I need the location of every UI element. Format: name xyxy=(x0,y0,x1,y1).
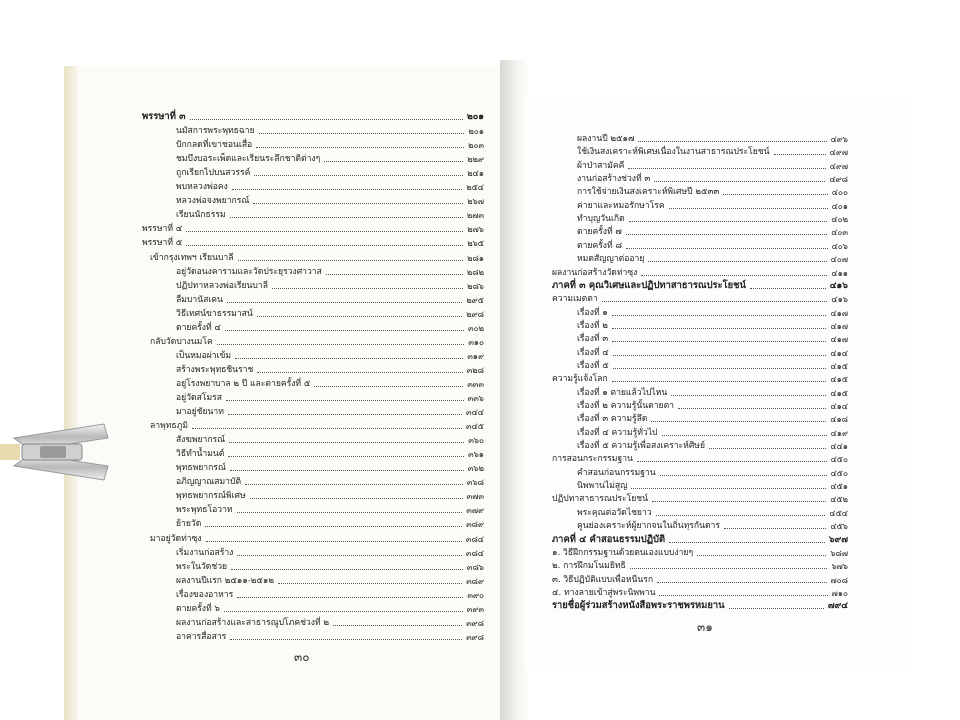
toc-entry xyxy=(176,351,484,361)
dot-leader xyxy=(250,498,463,499)
toc-entry xyxy=(176,126,484,136)
dot-leader xyxy=(654,181,825,182)
toc-entry-title: พระในวัดช่วย xyxy=(176,561,228,572)
toc-entry-page: ๓๘๔ xyxy=(465,547,484,558)
toc-entry xyxy=(577,388,848,398)
toc-entry-page: ๔๑๗ xyxy=(830,334,848,345)
toc-entry-page: ๓๘๙ xyxy=(466,575,484,586)
toc-entry-page: ๔๑๖ xyxy=(831,294,848,305)
toc-entry-page: ๔๑๔ xyxy=(830,401,848,411)
dot-leader xyxy=(774,154,826,155)
toc-entry-title: อภิญญาณสมาบัติ xyxy=(176,477,242,488)
toc-entry-title: พระคุณต่อวัดไชยาว xyxy=(577,507,652,518)
toc-entry-page: ๔๙๗ xyxy=(829,160,848,171)
dot-leader xyxy=(235,358,463,359)
toc-entry-title: ลืมบานัสเคน xyxy=(176,294,223,305)
toc-entry-title: วิธีทำน้ำมนต์ xyxy=(176,449,225,460)
toc-entry xyxy=(176,477,484,487)
toc-entry-title: ภาคที่ ๔ คำสอนธรรมปฏิบัติ xyxy=(552,533,666,545)
toc-entry-title: อยู่โรงพยาบาล ๒ ปี และตายครั้งที่ ๕ xyxy=(176,378,311,389)
toc-entry-title: กลับวัดบางนมโค xyxy=(150,336,213,347)
toc-entry-title: ภาคที่ ๓ คุณวิเศษและปฏิปทาสาธารณประโยชน์ xyxy=(552,279,746,291)
toc-entry xyxy=(552,268,848,278)
toc-entry-title: ตายครั้งที่ ๔ xyxy=(176,322,221,333)
dot-leader xyxy=(254,175,463,176)
toc-entry-page: ๔๑๖ xyxy=(829,280,848,291)
toc-entry xyxy=(552,535,848,545)
dot-leader xyxy=(257,316,462,317)
dot-leader xyxy=(229,442,464,443)
toc-entry-title: เรื่องที่ ๓ ความรู้ลึด xyxy=(577,414,648,425)
toc-entry-title: มาอยู่วัดท่าซุง xyxy=(150,533,202,544)
toc-entry xyxy=(176,449,484,459)
dot-leader xyxy=(186,231,463,232)
toc-entry-title: อยู่วัดสโมรส xyxy=(176,393,222,403)
toc-entry-page: ๓๗๙ xyxy=(466,505,484,516)
dot-leader xyxy=(750,288,826,289)
dot-leader xyxy=(333,625,462,626)
toc-entry-page: ๓๒๘ xyxy=(466,364,484,375)
dot-leader xyxy=(697,555,826,556)
toc-entry xyxy=(552,561,848,571)
dot-leader xyxy=(326,274,463,275)
toc-entry-title: ความรู้แจ้งโลก xyxy=(552,374,608,385)
dot-leader xyxy=(278,583,462,584)
toc-entry-page: ๔๑๕ xyxy=(830,374,848,385)
dot-leader xyxy=(613,355,827,356)
dot-leader xyxy=(662,435,827,436)
toc-entry-page: ๓๘๖ xyxy=(466,561,484,572)
dot-leader xyxy=(245,484,463,485)
toc-entry-page: ๗๙๔ xyxy=(827,601,848,612)
toc-entry xyxy=(552,575,848,585)
dot-leader xyxy=(230,470,464,471)
toc-entry-page: ๔๔๑ xyxy=(830,441,848,452)
toc-entry-title: หมดสัญญาต่ออายุ xyxy=(577,254,645,265)
toc-entry-page: ๔๐๓ xyxy=(831,227,848,238)
dot-leader xyxy=(237,555,462,556)
right-page-number: ๓๑ xyxy=(697,620,713,634)
toc-entry xyxy=(577,361,848,371)
dot-leader xyxy=(612,341,826,342)
toc-entry-page: ๖๗๖ xyxy=(831,561,848,572)
toc-entry-page: ๔๑๕ xyxy=(830,387,848,398)
toc-entry-title: พุทธพยากรณ์ xyxy=(176,463,226,474)
toc-entry-title: สังฆพยากรณ์ xyxy=(176,435,226,446)
toc-entry xyxy=(176,491,484,501)
toc-entry-page: ๒๐๓ xyxy=(468,140,484,151)
toc-entry-page: ๒๗๓ xyxy=(466,210,484,221)
toc-entry-title: เรื่องที่ ๓ xyxy=(577,334,609,345)
dot-leader xyxy=(628,168,825,169)
toc-entry xyxy=(176,435,484,445)
toc-entry-page: ๒๒๙ xyxy=(467,154,484,165)
toc-entry xyxy=(176,590,484,600)
toc-entry-title: เรื่องของอาหาร xyxy=(176,589,234,600)
toc-entry-page: ๔๕๒ xyxy=(830,494,848,505)
dot-leader xyxy=(226,400,464,401)
toc-entry-page: ๔๑๙ xyxy=(830,427,848,438)
toc-entry-title: เรื่องที่ ๔ ความรู้ทั่วไป xyxy=(577,427,658,438)
toc-entry xyxy=(142,224,484,234)
toc-entry-title: ๔. ทางลายเข้าสู่พระนิพพาน xyxy=(552,587,656,598)
dot-leader xyxy=(206,541,462,542)
toc-entry-title: ผลงานปี ๒๕๑๗ xyxy=(577,134,635,144)
dot-leader xyxy=(259,133,465,134)
toc-entry-page: ๓๙๘ xyxy=(466,617,484,628)
dot-leader xyxy=(602,301,828,302)
toc-entry-page: ๒๐๑ xyxy=(468,126,484,137)
toc-entry-page: ๒๐๑ xyxy=(466,112,484,122)
toc-entry xyxy=(176,309,484,319)
toc-entry-page: ๖๙๗ xyxy=(828,534,848,545)
toc-entry xyxy=(577,227,848,237)
dot-leader xyxy=(192,428,462,429)
dot-leader xyxy=(631,488,826,489)
toc-entry-page: ๒๗๖ xyxy=(467,224,484,235)
toc-entry xyxy=(150,534,484,544)
toc-entry-page: ๔๕๔ xyxy=(829,507,848,518)
toc-entry xyxy=(176,548,484,558)
toc-entry-page: ๒๘๖ xyxy=(467,280,484,291)
toc-entry xyxy=(176,323,484,333)
toc-entry-page: ๒๖๕ xyxy=(467,238,484,249)
toc-entry xyxy=(552,548,848,558)
toc-entry-page: ๓๖๐ xyxy=(468,435,484,446)
dot-leader xyxy=(613,368,827,369)
toc-entry-page: ๔๐๖ xyxy=(831,240,848,251)
dot-leader xyxy=(324,161,463,162)
toc-entry-title: เรียนนักธรรม xyxy=(176,210,226,221)
toc-entry xyxy=(577,401,848,411)
dot-leader xyxy=(648,261,826,262)
toc-entry xyxy=(176,562,484,572)
toc-entry-title: ย้ายวัด xyxy=(176,519,202,530)
toc-entry-page: ๓๓๓ xyxy=(467,378,484,389)
dot-leader xyxy=(190,119,463,120)
toc-entry-page: ๒๙๘ xyxy=(466,308,484,319)
toc-entry-page: ๔๙๘ xyxy=(829,174,848,185)
dot-leader xyxy=(626,248,828,249)
toc-entry-page: ๔๕๐ xyxy=(830,467,848,478)
toc-entry xyxy=(176,505,484,515)
toc-entry-title: อยู่วัดอนงคารามและวัดประยุรวงศาวาส xyxy=(176,266,322,277)
toc-entry xyxy=(577,441,848,451)
dot-leader xyxy=(228,456,464,457)
toc-entry xyxy=(577,414,848,424)
toc-entry-title: ๑. วิธีฝึกกรรมฐานด้วยตนเองแบบง่ายๆ xyxy=(552,547,694,558)
binder-clip-icon xyxy=(0,416,120,490)
dot-leader xyxy=(238,260,464,261)
dot-leader xyxy=(186,245,463,246)
toc-entry xyxy=(577,508,848,518)
toc-entry xyxy=(577,428,848,438)
toc-entry-page: ๓๑๐ xyxy=(468,336,484,347)
toc-entry-page: ๓๘๔ xyxy=(465,533,484,544)
toc-entry-title: สร้างพระพุทธชินราช xyxy=(176,364,254,375)
toc-entry-title: หลวงพ่อจงพยากรณ์ xyxy=(176,196,250,207)
dot-leader xyxy=(237,597,463,598)
toc-entry-title: คูนย่องเคราะห์ผู้ยากจนในถิ่นทุรกันดาร xyxy=(577,521,720,532)
toc-entry-title: เรื่องที่ ๒ ความรู้นั้นตายตา xyxy=(577,401,674,411)
toc-entry xyxy=(552,294,848,304)
toc-entry-page: ๓๖๘ xyxy=(466,477,484,488)
dot-leader xyxy=(314,386,463,387)
toc-entry-title: งานก่อสร้างช่วงที่ ๓ xyxy=(577,174,651,185)
dot-leader xyxy=(217,344,464,345)
dot-leader xyxy=(724,528,826,529)
toc-entry-title: พรรษาที่ ๓ xyxy=(142,111,186,122)
toc-entry-page: ๓๐๒ xyxy=(468,322,484,333)
toc-entry-page: ๓๔๕ xyxy=(466,421,484,432)
toc-entry-page: ๓๙๘ xyxy=(466,631,484,642)
toc-entry-title: ตายครั้งที่ ๖ xyxy=(176,603,220,614)
toc-entry xyxy=(150,337,484,347)
dot-leader xyxy=(657,582,826,583)
toc-entry-page: ๓๑๙ xyxy=(467,350,484,361)
toc-entry-title: ชมบึงบอระเพ็ดและเรียนระลึกชาติต่างๆ xyxy=(176,154,321,165)
toc-entry-page: ๔๕๖ xyxy=(830,521,848,532)
toc-entry-title: เรื่องที่ ๑ xyxy=(577,307,608,318)
toc-entry xyxy=(176,393,484,403)
toc-entry-page: ๓๓๖ xyxy=(467,393,484,403)
toc-entry xyxy=(577,134,848,144)
toc-entry-title: นมัสการพระพุทธฉาย xyxy=(176,126,255,137)
toc-entry-page: ๔๙๗ xyxy=(829,147,848,158)
toc-entry xyxy=(552,281,848,291)
toc-entry-title: พระพุทธโอวาท xyxy=(176,505,233,516)
toc-entry-title: เริ่มงานก่อสร้าง xyxy=(176,547,234,558)
dot-leader xyxy=(651,421,826,422)
toc-entry xyxy=(176,519,484,529)
toc-entry-title: ค่ายาและหมอรักษาโรค xyxy=(577,200,665,211)
toc-entry-page: ๔๑๔ xyxy=(830,347,848,358)
toc-entry-page: ๔๑๗ xyxy=(830,320,848,331)
toc-entry-page: ๓๘๙ xyxy=(466,519,484,530)
toc-entry-page: ๓๙๓ xyxy=(466,603,484,614)
toc-entry-title: ตายครั้งที่ ๘ xyxy=(577,240,623,251)
toc-entry-page: ๔๑๘ xyxy=(830,414,848,425)
toc-entry xyxy=(577,241,848,251)
toc-entry-title: มาอยู่ชัยนาท xyxy=(176,407,224,418)
toc-entry xyxy=(552,494,848,504)
toc-entry-page: ๔๑๑ xyxy=(831,267,848,278)
dot-leader xyxy=(660,475,827,476)
toc-entry-page: ๒๔๑ xyxy=(467,168,484,179)
dot-leader xyxy=(230,217,463,218)
toc-entry-page: ๓๖๒ xyxy=(467,463,484,474)
toc-entry xyxy=(577,174,848,184)
toc-entry xyxy=(577,481,848,491)
dot-leader xyxy=(225,330,464,331)
dot-leader xyxy=(626,234,827,235)
dot-leader xyxy=(232,189,462,190)
toc-entry-title: ผลงานก่อสร้างวัดท่าซุง xyxy=(552,267,638,278)
toc-entry xyxy=(176,463,484,473)
dot-leader xyxy=(237,512,463,513)
toc-entry xyxy=(577,214,848,224)
toc-entry xyxy=(577,334,848,344)
toc-entry xyxy=(176,168,484,178)
toc-entry-title: นิพพานไม่สูญ xyxy=(577,481,628,492)
toc-entry xyxy=(150,421,484,431)
toc-entry xyxy=(176,618,484,628)
toc-entry-title: ใช้เงินสงเคราะห์พิเศษเนื่องในงานสาธารณประโยชน์ xyxy=(577,147,770,158)
toc-entry xyxy=(176,604,484,614)
toc-entry xyxy=(176,154,484,164)
dot-leader xyxy=(629,221,828,222)
dot-leader xyxy=(637,461,827,462)
toc-entry xyxy=(176,632,484,642)
toc-entry xyxy=(577,161,848,171)
dot-leader xyxy=(227,302,463,303)
toc-entry xyxy=(150,253,484,263)
toc-entry-title: การสอนกระกรรมฐาน xyxy=(552,454,633,465)
toc-entry-page: ๖๘๗ xyxy=(830,547,848,558)
toc-entry xyxy=(552,601,848,611)
dot-leader xyxy=(272,288,463,289)
dot-leader xyxy=(652,501,826,502)
toc-entry xyxy=(176,267,484,277)
toc-entry-title: ตายครั้งที่ ๗ xyxy=(577,227,622,238)
toc-entry-page: ๒๖๗ xyxy=(467,196,484,207)
dot-leader xyxy=(257,372,462,373)
toc-entry-page: ๔๐๗ xyxy=(830,254,848,265)
toc-entry-title: ผลงานปีแรก ๒๕๑๑-๒๕๑๒ xyxy=(176,575,275,586)
toc-entry-title: ๓. วิธีปฏิบัติแบบเพื่อหนีนรก xyxy=(552,574,654,585)
toc-entry-page: ๔๑๕ xyxy=(830,360,848,371)
dot-leader xyxy=(709,448,826,449)
toc-entry-title: เรื่องที่ ๒ xyxy=(577,320,608,331)
toc-entry xyxy=(176,182,484,192)
toc-entry xyxy=(552,454,848,464)
dot-leader xyxy=(723,194,828,195)
toc-entry-page: ๓๗๓ xyxy=(466,491,484,502)
toc-entry-title: คำสอนก่อนกรรมฐาน xyxy=(577,467,656,478)
toc-entry-title: รายชื่อผู้ร่วมสร้างหนังสือพระราชพรหมยาน xyxy=(552,600,725,612)
toc-entry-title: เรื่องที่ ๔ xyxy=(577,347,609,358)
toc-entry xyxy=(577,348,848,358)
toc-entry-page: ๓๔๔ xyxy=(466,407,484,418)
dot-leader xyxy=(669,542,825,543)
dot-leader xyxy=(630,568,828,569)
toc-entry xyxy=(142,238,484,248)
dot-leader xyxy=(612,381,827,382)
toc-entry-title: พุทธพยากรณ์พิเศษ xyxy=(176,491,246,502)
toc-entry-page: ๓๙๐ xyxy=(467,589,484,600)
toc-entry xyxy=(176,379,484,389)
toc-entry-page: ๔๐๑ xyxy=(831,200,848,211)
toc-entry-page: ๗๐๘ xyxy=(830,574,848,585)
dot-leader xyxy=(224,611,463,612)
toc-entry-title: เรื่องที่ ๕ xyxy=(577,360,609,371)
toc-entry-title: พรรษาที่ ๕ xyxy=(142,238,183,249)
toc-entry xyxy=(577,321,848,331)
dot-leader xyxy=(205,526,462,527)
dot-leader xyxy=(671,395,826,396)
toc-entry xyxy=(577,187,848,197)
toc-entry-title: ทำบุญวันเกิด xyxy=(577,214,625,225)
toc-entry-title: เรื่องที่ ๕ ความรู้เพื่อสงเคราะห์ศิษย์ xyxy=(577,441,705,452)
toc-entry-page: ๔๙๖ xyxy=(830,134,848,144)
toc-entry-title: ถูกเรียกไปบนสวรรค์ xyxy=(176,168,251,179)
toc-entry-page: ๗๑๐ xyxy=(831,587,848,598)
toc-entry-title: ปักกลดที่เขาชอนเสื่อ xyxy=(176,140,253,151)
dot-leader xyxy=(256,147,464,148)
dot-leader xyxy=(231,569,463,570)
toc-entry xyxy=(176,576,484,586)
toc-entry-title: การใช้จ่ายเงินสงเคราะห์พิเศษปี ๒๕๓๓ xyxy=(577,187,720,198)
toc-entry xyxy=(577,308,848,318)
toc-entry xyxy=(552,374,848,384)
dot-leader xyxy=(659,595,827,596)
toc-entry-page: ๔๕๐ xyxy=(830,454,848,465)
dot-leader xyxy=(669,208,828,209)
dot-leader xyxy=(638,141,826,142)
toc-entry-title: ลาพุทธภูมิ xyxy=(150,421,188,432)
toc-entry xyxy=(176,295,484,305)
toc-entry-title: เป็นหมอผ่าเข้ม xyxy=(176,350,232,361)
dot-leader xyxy=(641,275,827,276)
toc-entry-page: ๒๙๕ xyxy=(466,294,484,305)
toc-entry-title: ผ้าป่าสามัคคี xyxy=(577,160,625,171)
dot-leader xyxy=(612,328,826,329)
toc-entry xyxy=(577,521,848,531)
toc-entry-page: ๔๕๑ xyxy=(830,481,848,492)
toc-entry-title: ปฏิปทาหลวงพ่อเรียนบาลี xyxy=(176,280,268,291)
toc-entry xyxy=(142,112,484,122)
dot-leader xyxy=(729,608,824,609)
toc-entry-title: อาคารสื่อสาร xyxy=(176,631,227,642)
left-page-number: ๓๐ xyxy=(294,650,310,664)
toc-entry xyxy=(176,281,484,291)
toc-entry-page: ๓๖๑ xyxy=(468,449,484,460)
toc-entry-page: ๔๐๐ xyxy=(831,187,848,198)
toc-entry-title: ปฏิปทาสาธารณประโยชน์ xyxy=(552,494,648,505)
dot-leader xyxy=(612,315,827,316)
toc-entry xyxy=(552,588,848,598)
toc-entry-page: ๒๘๒ xyxy=(466,266,484,277)
toc-entry xyxy=(577,468,848,478)
toc-entry xyxy=(176,210,484,220)
toc-entry-title: เรื่องที่ ๑ ตายแล้วไปไหน xyxy=(577,387,668,398)
dot-leader xyxy=(253,203,463,204)
toc-entry-page: ๔๐๒ xyxy=(831,214,848,225)
toc-entry-title: วิธีเทศน์ขาธรรมาสน์ xyxy=(176,308,253,319)
toc-entry xyxy=(577,254,848,264)
dot-leader xyxy=(228,414,462,415)
toc-entry xyxy=(176,407,484,417)
toc-entry xyxy=(176,140,484,150)
dot-leader xyxy=(656,515,826,516)
toc-entry-page: ๔๑๗ xyxy=(830,307,848,318)
toc-entry-title: เข้ากรุงเทพฯ เรียนบาลี xyxy=(150,252,234,263)
toc-entry xyxy=(176,196,484,206)
toc-entry xyxy=(176,365,484,375)
toc-entry-page: ๒๕๔ xyxy=(466,182,484,193)
toc-entry-title: ผลงานก่อสร้างและสาธารณูปโภคช่วงที่ ๒ xyxy=(176,617,329,628)
toc-entry-title: พรรษาที่ ๔ xyxy=(142,224,183,235)
dot-leader xyxy=(678,408,826,409)
dot-leader xyxy=(230,639,462,640)
toc-entry-title: ๒. การฝึกมโนมยิทธิ xyxy=(552,561,626,572)
toc-entry-page: ๒๘๑ xyxy=(467,252,484,263)
toc-entry-title: ความเมตตา xyxy=(552,294,598,305)
toc-entry xyxy=(577,147,848,157)
toc-entry xyxy=(577,201,848,211)
toc-entry-title: พบหลวงพ่อคง xyxy=(176,182,228,193)
